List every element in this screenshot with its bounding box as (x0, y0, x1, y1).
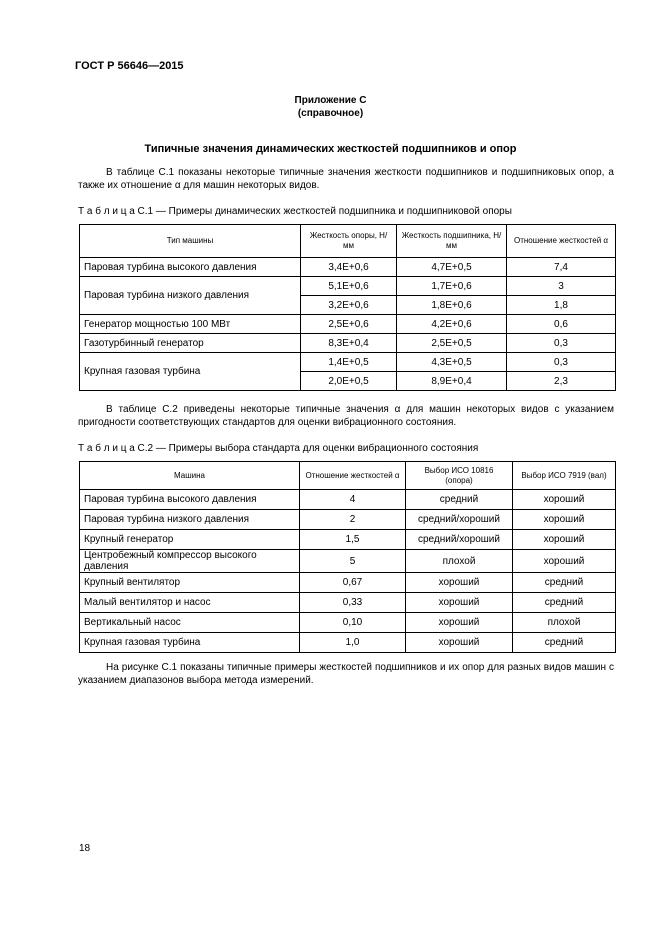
table-row (80, 550, 616, 573)
table-row (80, 613, 616, 633)
table1-caption: Т а б л и ц а С.1 — Примеры динамических жесткостей подшипника и подшипниковой опоры (78, 206, 512, 217)
table-row (80, 633, 616, 653)
col-header-machine-type: Тип машины (80, 225, 301, 258)
table-row (80, 315, 616, 334)
cell-ratio: 2,3 (507, 372, 616, 391)
cell-ratio: 5 (300, 550, 406, 573)
col-header-machine: Машина (80, 462, 300, 490)
cell-support: 3,2Е+0,6 (301, 296, 397, 315)
cell-iso10816: средний (406, 490, 513, 510)
col-header-iso10816: Выбор ИСО 10816 (опора) (406, 462, 513, 490)
table-row (80, 573, 616, 593)
paragraph-figure-ref: На рисунке С.1 показаны типичные примеры жесткостей подшипников и их опор для разных видов машин с указанием диапазонов выбора метода измерений. (78, 662, 614, 686)
cell-machine: Малый вентилятор и насос (80, 593, 300, 613)
table-header-row (80, 225, 616, 258)
appendix-title: Приложение С (294, 95, 367, 106)
section-title: Типичные значения динамических жесткостей подшипников и опор (144, 143, 517, 155)
cell-ratio: 0,3 (507, 353, 616, 372)
col-header-bearing-stiffness: Жесткость подшипника, Н/мм (397, 225, 507, 258)
cell-iso7919: средний (513, 573, 616, 593)
cell-iso7919: средний (513, 593, 616, 613)
cell-iso7919: плохой (513, 613, 616, 633)
cell-machine: Крупная газовая турбина (80, 633, 300, 653)
cell-iso7919: хороший (513, 530, 616, 550)
cell-iso10816: хороший (406, 573, 513, 593)
paragraph-intro: В таблице С.1 показаны некоторые типичные значения жесткости подшипников и подшипниковых опор, а также их отношение α для машин некоторых видов. (78, 167, 614, 191)
table-row (80, 353, 616, 372)
cell-machine: Паровая турбина высокого давления (80, 258, 301, 277)
cell-ratio: 3 (507, 277, 616, 296)
col-header-support-stiffness: Жесткость опоры, Н/мм (301, 225, 397, 258)
cell-bearing: 8,9Е+0,4 (397, 372, 507, 391)
stiffness-table (79, 224, 616, 391)
cell-iso10816: плохой (406, 550, 513, 573)
col-header-stiffness-ratio: Отношение жесткостей α (507, 225, 616, 258)
cell-ratio: 1,8 (507, 296, 616, 315)
cell-ratio: 4 (300, 490, 406, 510)
cell-iso7919: хороший (513, 510, 616, 530)
table2-caption: Т а б л и ц а С.2 — Примеры выбора стандарта для оценки вибрационного состояния (78, 443, 479, 454)
cell-ratio: 0,6 (507, 315, 616, 334)
cell-ratio: 0,10 (300, 613, 406, 633)
cell-ratio: 1,0 (300, 633, 406, 653)
cell-machine: Паровая турбина высокого давления (80, 490, 300, 510)
standard-selection-table (79, 461, 616, 653)
cell-machine: Центробежный компрессор высокого давления (80, 550, 300, 573)
cell-ratio: 2 (300, 510, 406, 530)
table-row (80, 277, 616, 296)
cell-ratio: 0,33 (300, 593, 406, 613)
cell-bearing: 4,7Е+0,5 (397, 258, 507, 277)
document-header: ГОСТ Р 56646—2015 (75, 60, 184, 72)
table-row (80, 593, 616, 613)
cell-machine: Крупная газовая турбина (80, 353, 301, 391)
cell-iso10816: хороший (406, 593, 513, 613)
cell-iso10816: средний/хороший (406, 530, 513, 550)
cell-machine: Генератор мощностью 100 МВт (80, 315, 301, 334)
cell-support: 1,4Е+0,5 (301, 353, 397, 372)
cell-bearing: 1,8Е+0,6 (397, 296, 507, 315)
paragraph-table2-intro: В таблице С.2 приведены некоторые типичные значения α для машин некоторых видов с указанием пригодности соответствующих стандартов для оценки вибрационного состояния. (78, 404, 614, 428)
cell-machine: Крупный вентилятор (80, 573, 300, 593)
cell-bearing: 4,2Е+0,6 (397, 315, 507, 334)
cell-bearing: 2,5Е+0,5 (397, 334, 507, 353)
cell-machine: Паровая турбина низкого давления (80, 277, 301, 315)
cell-ratio: 0,67 (300, 573, 406, 593)
cell-ratio: 7,4 (507, 258, 616, 277)
cell-bearing: 1,7Е+0,6 (397, 277, 507, 296)
table-row (80, 490, 616, 510)
table-row (80, 530, 616, 550)
cell-support: 2,5Е+0,6 (301, 315, 397, 334)
table-header-row (80, 462, 616, 490)
cell-support: 8,3Е+0,4 (301, 334, 397, 353)
cell-machine: Газотурбинный генератор (80, 334, 301, 353)
page-number: 18 (79, 843, 91, 854)
cell-iso10816: хороший (406, 633, 513, 653)
cell-support: 3,4Е+0,6 (301, 258, 397, 277)
cell-iso7919: хороший (513, 550, 616, 573)
cell-iso10816: хороший (406, 613, 513, 633)
col-header-stiffness-ratio: Отношение жесткостей α (300, 462, 406, 490)
cell-ratio: 0,3 (507, 334, 616, 353)
col-header-iso7919: Выбор ИСО 7919 (вал) (513, 462, 616, 490)
table-row (80, 258, 616, 277)
appendix-subtitle: (справочное) (297, 108, 364, 119)
cell-bearing: 4,3Е+0,5 (397, 353, 507, 372)
cell-machine: Паровая турбина низкого давления (80, 510, 300, 530)
cell-machine: Крупный генератор (80, 530, 300, 550)
cell-iso7919: хороший (513, 490, 616, 510)
cell-iso10816: средний/хороший (406, 510, 513, 530)
cell-support: 2,0Е+0,5 (301, 372, 397, 391)
table-row (80, 334, 616, 353)
cell-iso7919: средний (513, 633, 616, 653)
cell-support: 5,1Е+0,6 (301, 277, 397, 296)
cell-machine: Вертикальный насос (80, 613, 300, 633)
table-row (80, 510, 616, 530)
cell-ratio: 1,5 (300, 530, 406, 550)
